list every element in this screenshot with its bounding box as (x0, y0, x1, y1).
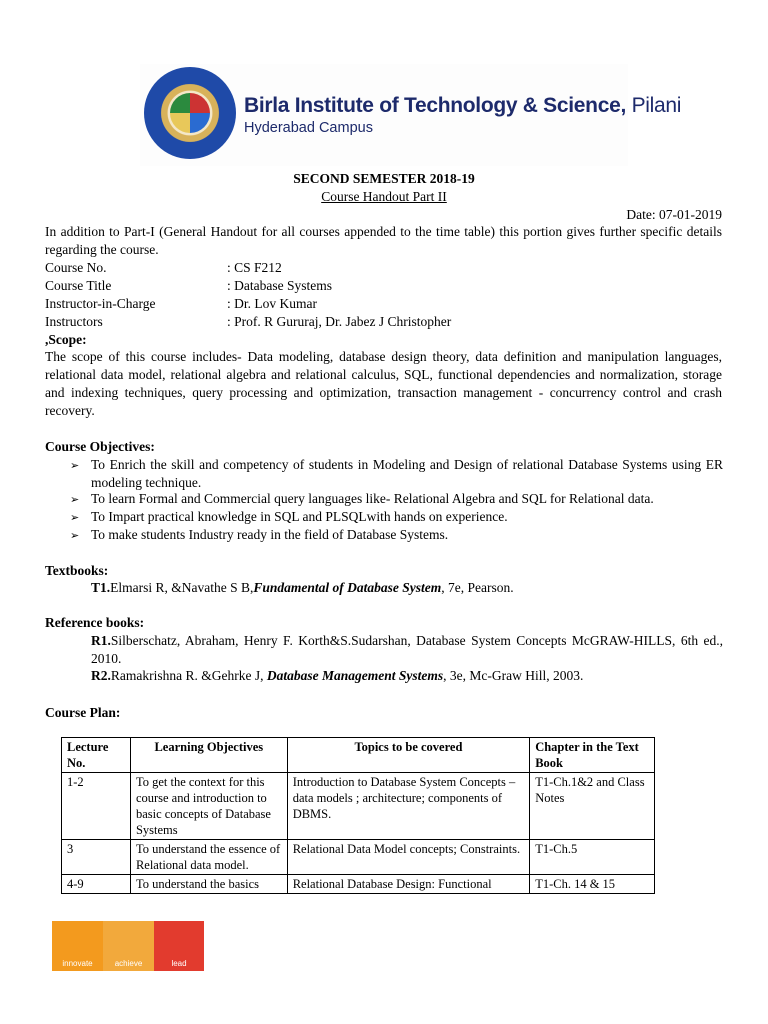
field-label-instructors: Instructors (45, 314, 103, 329)
field-label-instructor-in-charge: Instructor-in-Charge (45, 296, 156, 311)
reference-details: , 3e, Mc-Graw Hill, 2003. (443, 668, 584, 683)
table-cell: T1-Ch. 14 & 15 (530, 875, 655, 894)
textbook-authors: Elmarsi R, &Navathe S B, (110, 580, 254, 595)
reference-authors: Ramakrishna R. &Gehrke J, (110, 668, 267, 683)
textbook-details: , 7e, Pearson. (441, 580, 514, 595)
footer-block-innovate (52, 921, 103, 971)
semester-title: SECOND SEMESTER 2018-19 (293, 171, 475, 186)
table-cell: Relational Data Model concepts; Constraints. (287, 840, 530, 875)
footer-block-achieve (103, 921, 154, 971)
footer-brand-logo (52, 921, 204, 971)
footer-label: innovate (62, 959, 93, 968)
table-cell: To understand the essence of Relational data model. (130, 840, 287, 875)
footer-label: achieve (114, 959, 143, 968)
field-label-course-title: Course Title (45, 278, 112, 293)
textbook-t1 (91, 579, 514, 597)
column-header-topics: Topics to be covered (287, 738, 530, 773)
table-row (62, 773, 655, 840)
institute-logo-banner (140, 64, 682, 166)
textbooks-heading: Textbooks: (45, 563, 109, 578)
objective-item: To Enrich the skill and competency of students in Modeling and Design of relational Database Systems using ER modeling technique. (91, 457, 723, 490)
textbook-id: T1. (91, 580, 111, 595)
seal-emblem (170, 93, 210, 133)
column-header-lecture-no: Lecture No. (62, 738, 131, 773)
table-cell: To understand the basics (130, 875, 287, 894)
campus-name: Hyderabad Campus (244, 120, 373, 136)
column-header-chapter: Chapter in the Text Book (530, 738, 655, 773)
column-header-learning-objectives: Learning Objectives (130, 738, 287, 773)
scope-heading: ,Scope: (45, 332, 87, 347)
course-plan-heading: Course Plan: (45, 705, 121, 720)
footer-label: lead (171, 959, 187, 968)
objective-item: To Impart practical knowledge in SQL and PLSQLwith hands on experience. (91, 509, 508, 524)
field-label-course-no: Course No. (45, 260, 107, 275)
objective-item: To learn Formal and Commercial query languages like- Relational Algebra and SQL for Relational data. (91, 491, 654, 506)
bullet-arrow-icon: ➢ (70, 530, 80, 542)
reference-id: R1. (91, 633, 111, 648)
institute-name (244, 94, 681, 118)
table-cell: Relational Database Design: Functional (287, 875, 530, 894)
reference-id: R2. (91, 668, 111, 683)
reference-heading: Reference books: (45, 615, 145, 630)
table-cell: Introduction to Database System Concepts – data models ; architecture; components of DBMS. (287, 773, 530, 840)
table-cell: T1-Ch.5 (530, 840, 655, 875)
institute-seal-icon (144, 67, 236, 159)
table-cell: 4-9 (62, 875, 131, 894)
course-plan-table (61, 737, 655, 894)
bullet-arrow-icon: ➢ (70, 512, 80, 524)
intro-paragraph: In addition to Part-I (General Handout for all courses appended to the time table) this portion gives further specific details regarding the course. (45, 224, 722, 257)
objective-item: To make students Industry ready in the field of Database Systems. (91, 527, 449, 542)
handout-subtitle: Course Handout Part II (321, 189, 447, 204)
reference-r1 (91, 632, 723, 668)
bullet-arrow-icon: ➢ (70, 460, 80, 472)
field-value-instructors: : Prof. R Gururaj, Dr. Jabez J Christopher (227, 314, 452, 329)
footer-block-lead (154, 921, 204, 971)
table-cell: To get the context for this course and introduction to basic concepts of Database Systems (130, 773, 287, 840)
field-value-course-title: : Database Systems (227, 278, 332, 293)
table-cell: 3 (62, 840, 131, 875)
bullet-arrow-icon: ➢ (70, 494, 80, 506)
institute-name-text: Birla Institute of Technology & Science, (244, 94, 627, 117)
reference-text: Silberschatz, Abraham, Henry F. Korth&S.Sudarshan, Database System Concepts McGRAW-HILLS, 6th ed., 2010. (91, 633, 723, 666)
reference-r2 (91, 667, 583, 685)
institute-city: Pilani (631, 94, 682, 117)
table-row (62, 840, 655, 875)
reference-title: Database Management Systems (266, 668, 444, 683)
table-cell: 1-2 (62, 773, 131, 840)
table-header-row (62, 738, 655, 773)
objectives-heading: Course Objectives: (45, 439, 155, 454)
handout-date: Date: 07-01-2019 (626, 207, 722, 222)
textbook-title: Fundamental of Database System (253, 580, 442, 595)
field-value-course-no: : CS F212 (227, 260, 282, 275)
field-value-instructor-in-charge: : Dr. Lov Kumar (227, 296, 317, 311)
scope-paragraph: The scope of this course includes- Data modeling, database design theory, data definition and manipulation languages, relational data model, relational algebra and relational calculus, SQL, functional dependencies and normalization, storage and indexing techniques, query processing and optimization, transaction management - concurrency control and crash recovery. (45, 349, 722, 418)
table-cell: T1-Ch.1&2 and Class Notes (530, 773, 655, 840)
table-row (62, 875, 655, 894)
